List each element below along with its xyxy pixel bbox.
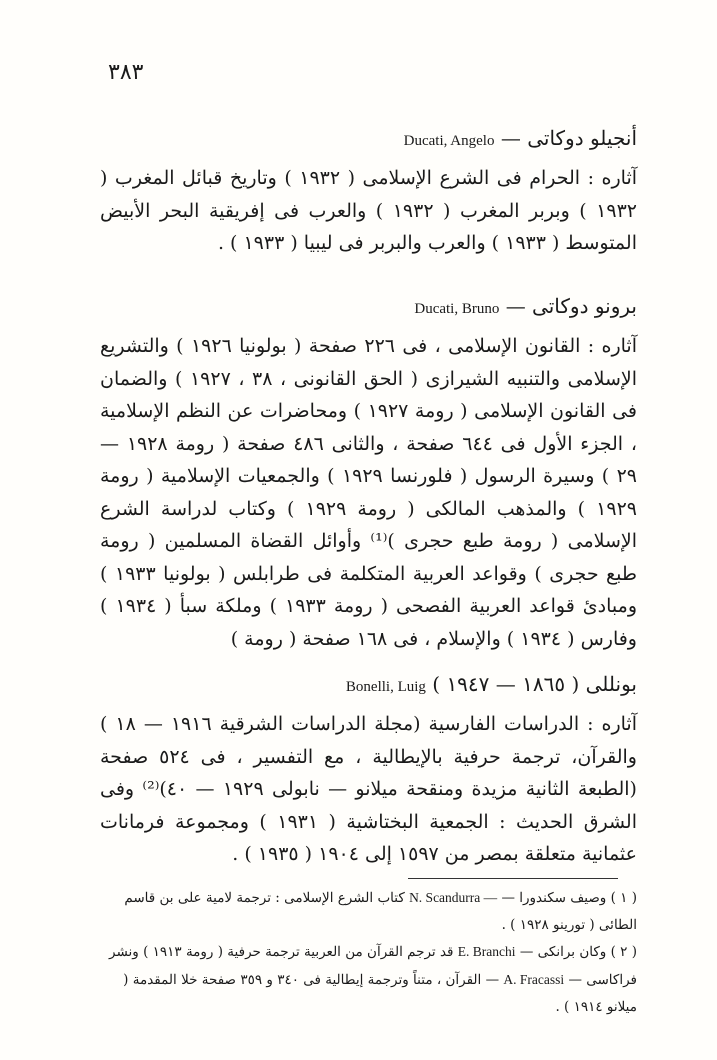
page-number: ٣٨٣ [108,60,144,85]
arabic-name: برونو دوكاتى — [505,294,637,318]
footnote-text: قد ترجم القرآن من العربية ترجمة حرفية ( رومة ١٩١٣ ) ونشر فراكاسى — [109,944,637,988]
entry-heading [346,672,637,696]
entry-text: آثاره : القانون الإسلامى ، فى ٢٢٦ صفحة ( بولونيا ١٩٢٦ ) والتشريع الإسلامى والتنبيه الشيرازى ( الحق القانونى ، ٣٨ ، ١٩٢٧ ) والضمان فى القانون الإسلامى ( رومة ١٩٢٧ ) ومحاضرات عن النظم الإسلامية ، الجزء الأول فى ٦٤٤ صفحة ، والثانى ٤٨٦ صفحة ( رومة ١٩٢٨ — ٢٩ ) وسيرة الرسول ( فلورنسا ١٩٢٩ ) والجمعيات الإسلامية ( رومة ١٩٢٩ ) والمذهب المالكى ( رومة ١٩٢٩ ) وكتاب لدراسة الشرع الإسلامى ( رومة طبع حجرى )⁽¹⁾ وأوائل القضاة المسلمين ( رومة طبع حجرى ) وقواعد العربية المتكلمة فى طرابلس ( بولونيا ١٩٣٣ ) ومبادئ قواعد العربية الفصحى ( رومة ١٩٣٣ ) وملكة سبأ ( ١٩٣٤ ) وفارس ( ١٩٣٤ ) والإسلام ، فى ١٦٨ صفحة ( رومة ) [100,335,638,650]
latin-name: Ducati, Bruno [414,301,500,317]
entry-text: آثاره : الحرام فى الشرع الإسلامى ( ١٩٣٢ ) وتاريخ قبائل المغرب ( ١٩٣٢ ) وبربر المغرب ( ١٩٣٢ ) والعرب فى إفريقية البحر الأبيض المتوسط ( ١٩٣٣ ) والعرب والبربر فى ليبيا ( ١٩٣٣ ) . [100,167,638,254]
entry-heading [404,126,637,150]
entry-text: آثاره : الدراسات الفارسية (مجلة الدراسات الشرقية ١٩١٦ — ١٨ ) والقرآن، ترجمة حرفية بالإيطالية ، مع التفسير ، فى ٥٢٤ صفحة (الطبعة الثانية مزيدة ومنقحة ميلانو — نابولى ١٩٢٩ — ٤٠)⁽²⁾ وفى الشرق الحديث : الجمعية البختاشية ( ١٩٣١ ) ومجموعة فرمانات عثمانية متعلقة بمصر من ١٥٩٧ إلى ١٩٠٤ ( ١٩٣٥ ) . [100,713,637,865]
footnote-marker: ( ١ ) [610,890,637,906]
arabic-name: أنجيلو دوكاتى — [500,126,637,150]
footnote-marker: ( ٢ ) [610,944,637,960]
footnote-rule [408,878,618,879]
footnote [100,884,637,939]
footnote-text: — القرآن ، متناً وترجمة إيطالية فى ٣٤٠ و ٣٥٩ صفحة خلا المقدمة ( ميلانو ١٩١٤ ) . [123,972,637,1015]
entry-heading [414,294,637,318]
arabic-name: بونللى ( ١٨٦٥ — ١٩٤٧ ) [432,672,637,696]
latin-name: Ducati, Angelo [403,133,495,149]
footnote-arabic-name: وصيف سكندورا — [501,890,607,906]
footnote-text: كتاب الشرع الإسلامى : ترجمة لامية على بن قاسم الطائى ( تورينو ١٩٢٨ ) . [124,890,637,933]
footnote-latin-name: E. Branchi [457,944,516,959]
footnote-latin-name: N. Scandurra — [409,890,498,905]
footnote-latin-name: A. Fracassi [503,972,565,987]
latin-name: Bonelli, Luig [345,679,426,695]
footnote [100,938,637,1021]
footnote-arabic-name: وكان برانكى — [519,944,607,960]
